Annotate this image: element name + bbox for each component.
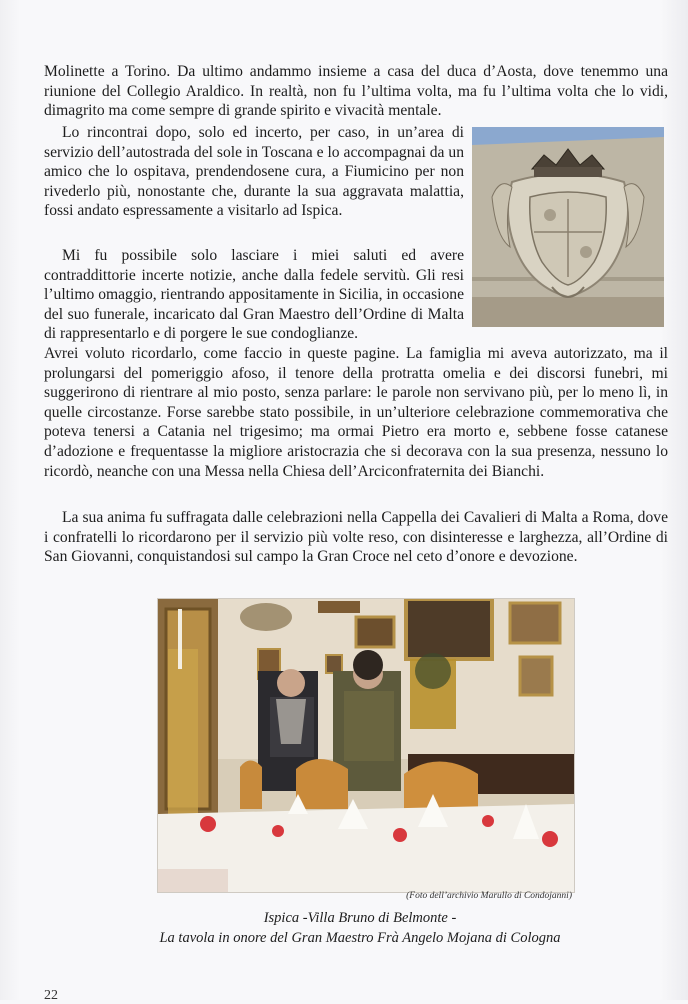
photo-caption [120,908,600,948]
caption-line-2: La tavola in onore del Gran Maestro Frà Angelo Mojana di Cologna [159,930,561,946]
page-number: 22 [44,988,58,1003]
photo-credit: (Foto dell’archivio Marullo di Condojanni) [406,891,572,901]
dining-room-photo [157,598,575,893]
paragraph-2: Lo rincontrai dopo, solo ed incerto, per caso, in un’area di servizio dell’autostrada del sole in Toscana e lo accompagnai da un amico che lo ospitava, prendendosene cura, a Fiumicino per non rivederlo più, nonostante che, durante la sua aggravata malattia, fossi andato espressamente a visitarlo ad Ispica. [44,124,464,220]
paragraph-3: Mi fu possibile solo lasciare i miei saluti ed avere contraddittorie incerte notizie, anche dalla fedele servitù. Gli resi l’ultimo omaggio, rientrando appositamente in Sicilia, in occasione del suo funerale, incaricato dal Gran Maestro dell’Ordine di Malta di rappresentarlo e di porgere le sue condoglianze. Avrei voluto ricordarlo, come faccio in queste pagine. La famiglia mi aveva autorizzato, ma il prolungarsi del pomeriggio afoso, il tenore della protratta omelia e dei discorsi funebri, mi suggerirono di rientrare al mio posto, senza parlare: le parole non servivano più, per lo meno lì, in quelle circostanze. Forse sarebbe stato possibile, in un’ulteriore celebrazione commemorativa che poteva tenersi a Catania nel trigesimo; ma ormai Pietro era morto e, sebbene fosse catanese d’adozione e frequentasse la migliore aristocrazia che si decorava con la sua presenza, nessuno lo ricordò, neanche con una Messa nella Chiesa dell’Arciconfraternita dei Bianchi. [44,247,668,480]
paragraph-1: Molinette a Torino. Da ultimo andammo insieme a casa del duca d’Aosta, dove tenemmo una riunione del Collegio Araldico. In realtà, non fu l’ultima volta, ma fu l’ultima volta che lo vidi, dimagrito ma come sempre di grande spirito e vivacità mentale. [44,63,668,120]
dining-room-image [158,599,574,892]
paragraph-4: La sua anima fu suffragata dalle celebrazioni nella Cappella dei Cavalieri di Malta a Roma, dove i confratelli lo ricordarono per il servizio più volte reso, con disinteresse e larghezza, all’Ordine di San Giovanni, conquistandosi sul campo la Gran Croce nel ceto d’onore e devozione. [44,509,668,566]
caption-line-1: Ispica -Villa Bruno di Belmonte - [263,910,457,926]
